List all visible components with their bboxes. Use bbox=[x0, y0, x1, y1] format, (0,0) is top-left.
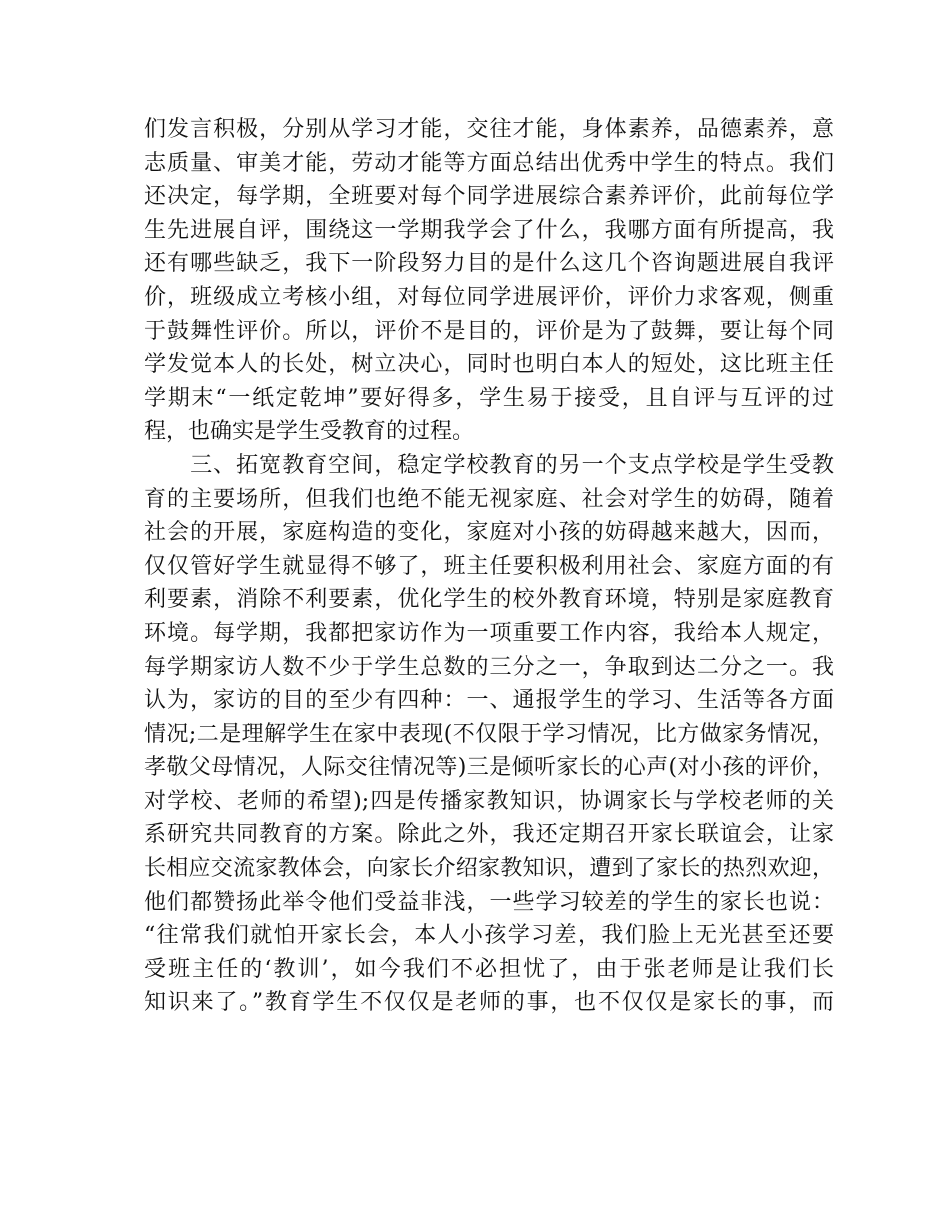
text-line: 育的主要场所，但我们也绝不能无视家庭、社会对学生的妨碍，随着 bbox=[144, 486, 834, 512]
text-line: 知识来了。”教育学生不仅仅是老师的事，也不仅仅是家长的事，而 bbox=[144, 990, 834, 1016]
text-line: 情况;二是理解学生在家中表现(不仅限于学习情况，比方做家务情况， bbox=[144, 721, 834, 747]
text-line: 社会的开展，家庭构造的变化，家庭对小孩的妨碍越来越大，因而， bbox=[144, 520, 834, 546]
text-line: 于鼓舞性评价。所以，评价不是目的，评价是为了鼓舞，要让每个同 bbox=[144, 318, 834, 344]
body-text bbox=[144, 113, 834, 1020]
text-line: 仅仅管好学生就显得不够了，班主任要积极利用社会、家庭方面的有 bbox=[144, 553, 834, 579]
text-line: 环境。每学期，我都把家访作为一项重要工作内容，我给本人规定， bbox=[144, 620, 834, 646]
text-line: 孝敬父母情况，人际交往情况等)三是倾听家长的心声(对小孩的评价， bbox=[144, 755, 834, 781]
text-line: 他们都赞扬此举令他们受益非浅，一些学习较差的学生的家长也说： bbox=[144, 889, 834, 915]
text-line: 还决定，每学期，全班要对每个同学进展综合素养评价，此前每位学 bbox=[144, 184, 834, 210]
text-line: 对学校、老师的希望);四是传播家教知识，协调家长与学校老师的关 bbox=[144, 788, 834, 814]
text-line: 三、拓宽教育空间，稳定学校教育的另一个支点学校是学生受教 bbox=[144, 452, 834, 478]
text-line: 利要素，消除不利要素，优化学生的校外教育环境，特别是家庭教育 bbox=[144, 587, 834, 613]
text-line: 学期末“一纸定乾坤”要好得多，学生易于接受，且自评与互评的过 bbox=[144, 385, 834, 411]
paragraph-end-line: 程，也确实是学生受教育的过程。 bbox=[144, 419, 475, 445]
text-line: 价，班级成立考核小组，对每位同学进展评价，评价力求客观，侧重 bbox=[144, 284, 834, 310]
text-line: 学发觉本人的长处，树立决心，同时也明白本人的短处，这比班主任 bbox=[144, 352, 834, 378]
text-line: 系研究共同教育的方案。除此之外，我还定期召开家长联谊会，让家 bbox=[144, 822, 834, 848]
text-line: “往常我们就怕开家长会，本人小孩学习差，我们脸上无光甚至还要 bbox=[144, 923, 834, 949]
text-line: 认为，家访的目的至少有四种：一、通报学生的学习、生活等各方面 bbox=[144, 688, 834, 714]
text-line: 受班主任的‘教训’，如今我们不必担忧了，由于张老师是让我们长 bbox=[144, 956, 834, 982]
text-line: 长相应交流家教体会，向家长介绍家教知识，遭到了家长的热烈欢迎， bbox=[144, 856, 834, 882]
text-line: 每学期家访人数不少于学生总数的三分之一，争取到达二分之一。我 bbox=[144, 654, 834, 680]
text-line: 们发言积极，分别从学习才能，交往才能，身体素养，品德素养，意 bbox=[144, 117, 834, 142]
text-line: 志质量、审美才能，劳动才能等方面总结出优秀中学生的特点。我们 bbox=[144, 150, 834, 176]
text-line: 生先进展自评，围绕这一学期我学会了什么，我哪方面有所提高，我 bbox=[144, 217, 834, 243]
text-line: 还有哪些缺乏，我下一阶段努力目的是什么这几个咨询题进展自我评 bbox=[144, 251, 834, 277]
